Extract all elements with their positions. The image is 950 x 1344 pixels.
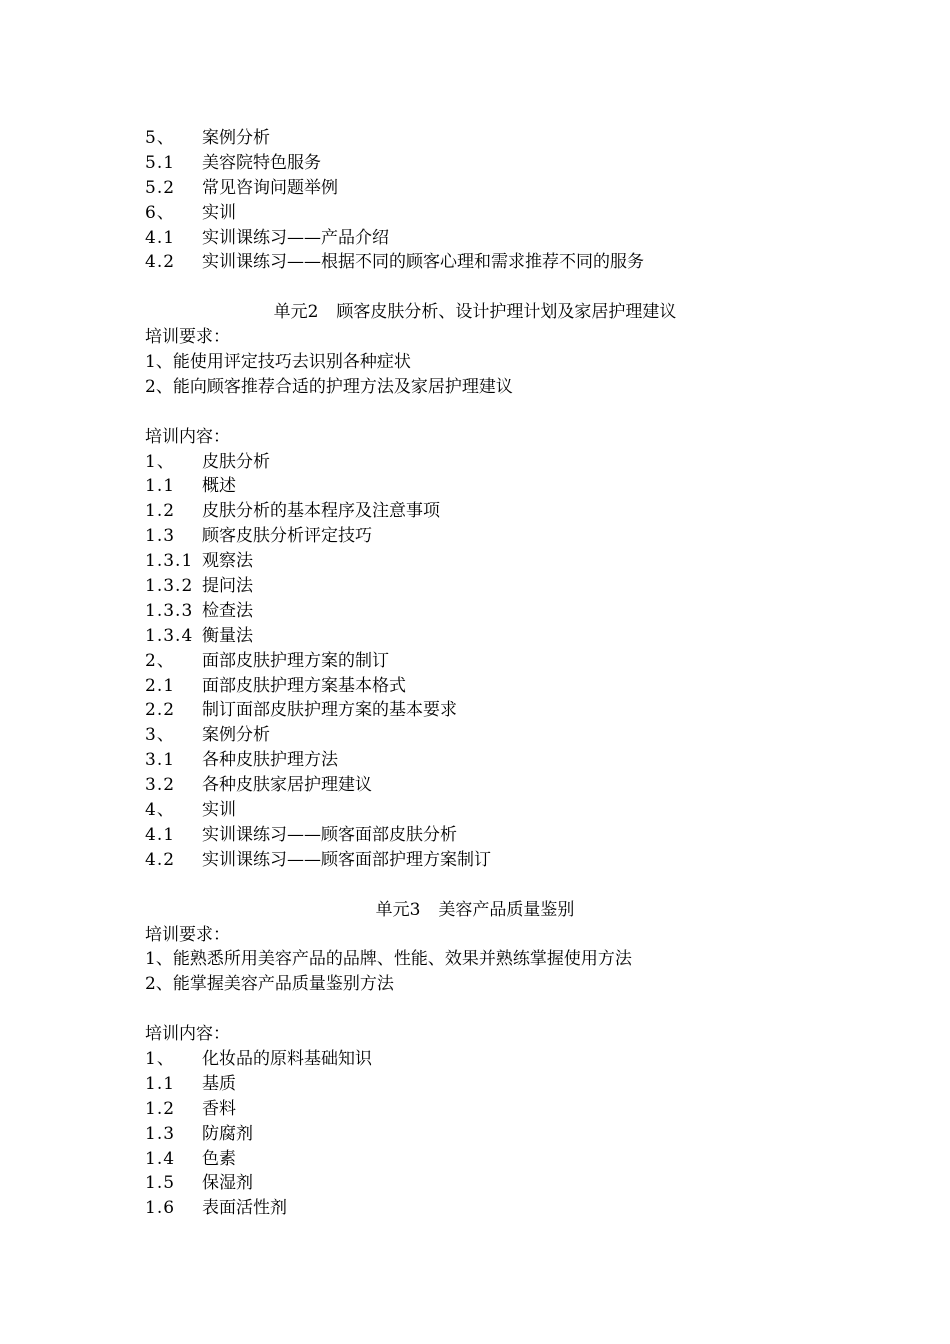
list-item [145, 499, 805, 524]
item-number: 1.3.1 [145, 551, 194, 572]
item-text: 制订面部皮肤护理方案的基本要求 [202, 700, 457, 721]
item-number: 1、 [145, 1048, 175, 1069]
item-number: 1.3 [145, 1123, 176, 1144]
item-text: 概述 [202, 476, 236, 497]
list-item [145, 698, 805, 723]
list-item [145, 450, 805, 475]
item-text: 衡量法 [202, 625, 253, 646]
item-text: 基质 [202, 1073, 236, 1094]
item-number: 1.1 [145, 476, 176, 497]
list-item [145, 823, 805, 848]
list-item [145, 599, 805, 624]
item-number: 1.2 [145, 501, 176, 522]
list-item [145, 1097, 805, 1122]
item-number: 1.3 [145, 526, 176, 547]
item-text: 保湿剂 [202, 1173, 253, 1194]
requirement-item: 2、能掌握美容产品质量鉴别方法 [145, 974, 394, 995]
item-text: 实训 [202, 202, 236, 223]
list-item [145, 1147, 805, 1172]
list-item [145, 748, 805, 773]
unit3-section [145, 898, 805, 1222]
item-text: 化妆品的原料基础知识 [202, 1048, 372, 1069]
list-item [145, 126, 805, 151]
unit3-number: 单元3 [375, 899, 421, 920]
list-item [145, 151, 805, 176]
item-text: 常见咨询问题举例 [202, 177, 338, 198]
requirement-item: 1、能熟悉所用美容产品的品牌、性能、效果并熟练掌握使用方法 [145, 949, 632, 970]
item-number: 2.2 [145, 700, 176, 721]
section-top-list [145, 126, 805, 275]
unit3-title: 美容产品质量鉴别 [438, 899, 575, 920]
item-text: 提问法 [202, 576, 253, 597]
list-item [145, 798, 805, 823]
list-item [145, 574, 805, 599]
item-number: 1.5 [145, 1173, 176, 1194]
item-number: 5、 [145, 128, 175, 148]
unit3-content-label: 培训内容： [145, 1024, 230, 1045]
item-number: 5.2 [145, 177, 176, 198]
item-text: 皮肤分析的基本程序及注意事项 [202, 501, 440, 522]
item-text: 色素 [202, 1148, 236, 1169]
item-number: 1、 [145, 451, 175, 472]
spacer [145, 275, 805, 300]
item-text: 皮肤分析 [202, 451, 270, 472]
spacer [145, 873, 805, 898]
list-item [145, 201, 805, 226]
unit2-title: 顾客皮肤分析、设计护理计划及家居护理建议 [336, 302, 677, 323]
item-text: 实训课练习——产品介绍 [202, 227, 389, 248]
list-item [145, 848, 805, 873]
item-text: 实训 [202, 800, 236, 821]
item-text: 各种皮肤家居护理建议 [202, 775, 372, 796]
spacer [145, 997, 805, 1022]
item-number: 4.2 [145, 252, 176, 273]
list-item [145, 1171, 805, 1196]
list-item [145, 176, 805, 201]
item-text: 顾客皮肤分析评定技巧 [202, 526, 372, 547]
list-item [145, 549, 805, 574]
item-number: 2、 [145, 650, 175, 671]
item-text: 美容院特色服务 [202, 152, 321, 173]
list-item [145, 773, 805, 798]
item-number: 1.6 [145, 1198, 176, 1219]
item-number: 1.3.4 [145, 625, 194, 646]
item-number: 3.1 [145, 750, 176, 771]
item-number: 1.4 [145, 1148, 176, 1169]
item-text: 案例分析 [202, 725, 270, 746]
item-number: 4、 [145, 800, 175, 821]
item-text: 防腐剂 [202, 1123, 253, 1144]
document-body [145, 126, 805, 1221]
item-number: 1.1 [145, 1073, 176, 1094]
list-item [145, 524, 805, 549]
list-item [145, 1122, 805, 1147]
item-number: 4.1 [145, 227, 176, 248]
item-text: 实训课练习——根据不同的顾客心理和需求推荐不同的服务 [202, 252, 644, 273]
list-item [145, 226, 805, 251]
item-number: 4.1 [145, 824, 176, 845]
item-text: 案例分析 [202, 128, 270, 148]
item-text: 面部皮肤护理方案的制订 [202, 650, 389, 671]
list-item [145, 1072, 805, 1097]
unit2-requirements-label: 培训要求： [145, 327, 230, 348]
item-number: 3.2 [145, 775, 176, 796]
list-item [145, 723, 805, 748]
item-text: 检查法 [202, 600, 253, 621]
list-item [145, 1196, 805, 1221]
item-number: 4.2 [145, 849, 176, 870]
unit3-heading [145, 898, 805, 923]
unit3-requirements-label: 培训要求： [145, 924, 230, 945]
item-number: 1.2 [145, 1098, 176, 1119]
item-text: 实训课练习——顾客面部皮肤分析 [202, 824, 457, 845]
item-number: 2.1 [145, 675, 176, 696]
item-number: 1.3.3 [145, 600, 194, 621]
list-item [145, 649, 805, 674]
item-number: 3、 [145, 725, 175, 746]
item-text: 观察法 [202, 551, 253, 572]
spacer [145, 400, 805, 425]
item-text: 面部皮肤护理方案基本格式 [202, 675, 406, 696]
list-item [145, 674, 805, 699]
list-item [145, 474, 805, 499]
unit2-number: 单元2 [273, 302, 319, 323]
item-number: 5.1 [145, 152, 176, 173]
list-item [145, 250, 805, 275]
list-item [145, 1047, 805, 1072]
unit2-section [145, 300, 805, 872]
item-text: 表面活性剂 [202, 1198, 287, 1219]
item-text: 实训课练习——顾客面部护理方案制订 [202, 849, 491, 870]
requirement-item: 1、能使用评定技巧去识别各种症状 [145, 352, 411, 373]
item-number: 1.3.2 [145, 576, 194, 597]
list-item [145, 624, 805, 649]
unit2-content-label: 培训内容： [145, 426, 230, 447]
item-text: 香料 [202, 1098, 236, 1119]
requirement-item: 2、能向顾客推荐合适的护理方法及家居护理建议 [145, 376, 513, 397]
unit2-heading [145, 300, 805, 325]
item-number: 6、 [145, 202, 175, 223]
item-text: 各种皮肤护理方法 [202, 750, 338, 771]
